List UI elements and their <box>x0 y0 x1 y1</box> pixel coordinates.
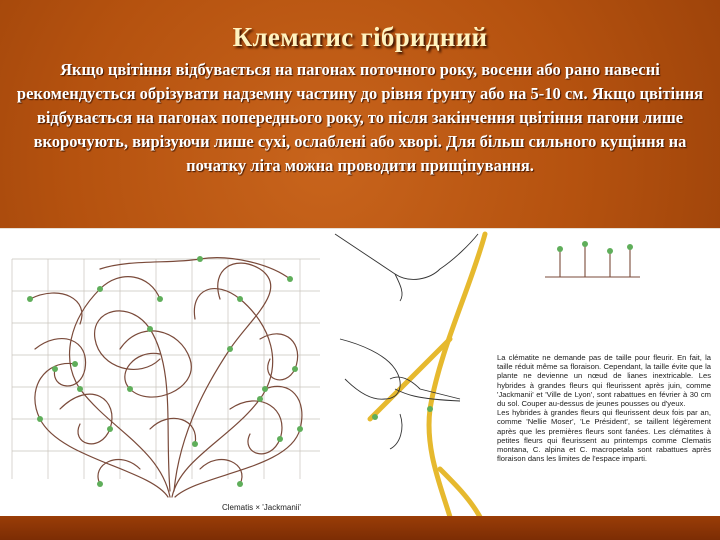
french-description <box>497 353 711 463</box>
clematis-stems <box>30 258 302 497</box>
pruning-illustration <box>0 228 720 517</box>
yellow-stems <box>370 234 485 517</box>
slide-body-text: Якщо цвітіння відбувається на пагонах поточного року, восени або рано навесні рекомендується обрізувати надземну частину до рівня ґрунту або на 5-10 см. Якщо цвітіння відбувається на пагонах попереднього року, то після закінчення цвітіння пагони лише вкорочують, вирізуючи лише сухі, ослаблені або хворі. Для більш сильного кущіння на початку літа можна проводити прищіпування. <box>16 60 704 175</box>
illustration-caption: Clematis × 'Jackmanii' <box>222 503 301 512</box>
trellis-grid <box>12 259 320 479</box>
hand-with-shears <box>335 234 478 449</box>
french-paragraph: Les hybrides à grandes fleurs qui fleurissent deux fois par an, comme 'Nellie Moser', 'Le Président', se taillent légèrement après que les premières fleurs sont fanées. Les clématites à petites fleurs qui fleurissent au printemps comme Clematis montana, C. alpina et C. macropetala sont rabattues après floraison dans les limites de l'espace imparti. <box>497 408 711 464</box>
slide-title: Клематис гібридний <box>232 22 488 52</box>
french-paragraph: La clématite ne demande pas de taille pour fleurir. En fait, la taille réduit même sa floraison. Cependant, la taille évite que la plante ne devienne un nœud de lianes inextricable. Les hybrides à grandes fleurs qui fleurissent après juin, comme 'Jackmanii' et 'Ville de Lyon', sont rabattues en février à 30 cm du sol. Couper au-dessus de jeunes pousses ou d'yeux. <box>497 353 711 409</box>
bottom-band <box>0 516 720 540</box>
